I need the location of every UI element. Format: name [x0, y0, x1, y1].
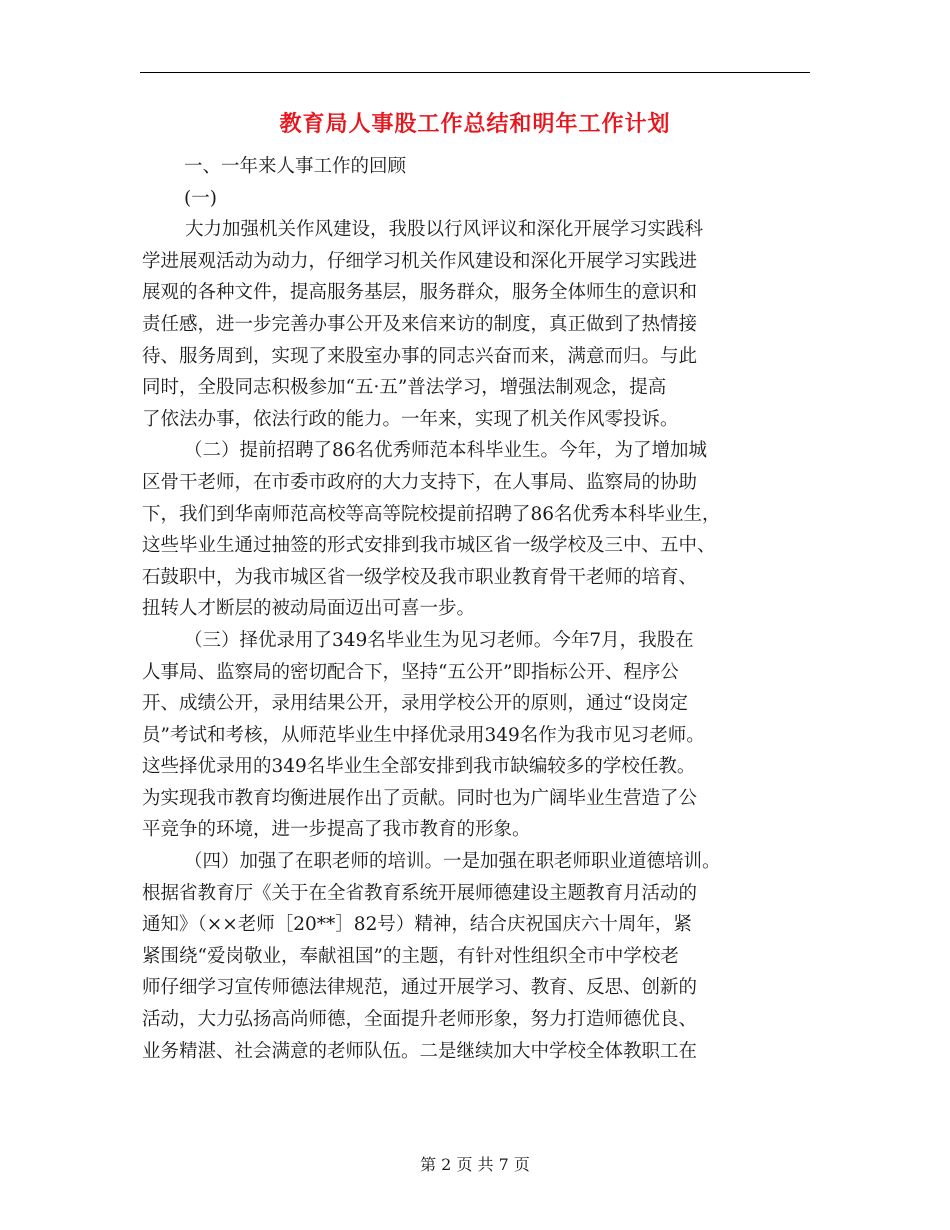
paragraph-line: 师仔细学习宣传师德法律规范，通过开展学习、教育、反思、创新的 [142, 977, 698, 999]
paragraph-line: 活动，大力弘扬高尚师德，全面提升老师形象，努力打造师德优良、 [142, 1009, 698, 1031]
paragraph-line: 展观的各种文件，提高服务基层，服务群众，服务全体师生的意识和 [142, 282, 698, 304]
paragraph-line: 通知》（××老师［20**］82号）精神，结合庆祝国庆六十周年，紧 [142, 914, 692, 936]
paragraph-line: 业务精湛、社会满意的老师队伍。二是继续加大中学校全体教职工在 [142, 1040, 698, 1062]
paragraph-line: 了依法办事，依法行政的能力。一年来，实现了机关作风零投诉。 [142, 408, 679, 430]
paragraph-line: 同时，全股同志积极参加“五·五”普法学习，增强法制观念，提高 [142, 377, 667, 399]
document-body [142, 151, 802, 1067]
paragraph-line: （三）择优录用了349名毕业生为见习老师。今年7月，我股在 [184, 629, 694, 651]
paragraph-line: 扭转人才断层的被动局面迈出可喜一步。 [142, 598, 476, 620]
section-heading: 一、一年来人事工作的回顾 [184, 156, 407, 177]
paragraph-line: 下，我们到华南师范高校等高等院校提前招聘了86名优秀本科毕业生， [142, 503, 721, 525]
paragraph-line: 待、服务周到，实现了来股室办事的同志兴奋而来，满意而归。与此 [142, 345, 698, 367]
subsection-marker: (一) [184, 187, 217, 209]
header-rule [140, 72, 810, 73]
page-number: 第 2 页 共 7 页 [420, 1155, 530, 1174]
paragraph-line: 紧围绕“爱岗敬业，奉献祖国”的主题，有针对性组织全市中学校老 [142, 945, 679, 967]
paragraph-line: 为实现我市教育均衡进展作出了贡献。同时也为广阔毕业生营造了公 [142, 787, 698, 809]
paragraph-line: 大力加强机关作风建设，我股以行风评议和深化开展学习实践科 [185, 219, 704, 241]
paragraph-line: 这些择优录用的349名毕业生全部安排到我市缺编较多的学校任教。 [142, 756, 696, 778]
paragraph-line: 平竞争的环境，进一步提高了我市教育的形象。 [142, 819, 531, 841]
paragraph-line: 员”考试和考核，从师范毕业生中择优录用349名作为我市见习老师。 [142, 724, 705, 746]
paragraph-line: 区骨干老师，在市委市政府的大力支持下，在人事局、监察局的协助 [142, 471, 698, 493]
paragraph-line: 开、成绩公开，录用结果公开，录用学校公开的原则，通过“设岗定 [142, 693, 688, 715]
paragraph-line: 石鼓职中，为我市城区省一级学校及我市职业教育骨干老师的培育、 [142, 566, 698, 588]
paragraph-line: 学进展观活动为动力，仔细学习机关作风建设和深化开展学习实践进 [142, 250, 698, 272]
paragraph-line: （四）加强了在职老师的培训。一是加强在职老师职业道德培训。 [184, 851, 721, 873]
paragraph-line: （二）提前招聘了86名优秀师范本科毕业生。今年，为了增加城 [184, 440, 708, 462]
paragraph-line: 责任感，进一步完善办事公开及来信来访的制度，真正做到了热情接 [142, 313, 698, 335]
paragraph-line: 人事局、监察局的密切配合下，坚持“五公开”即指标公开、程序公 [142, 661, 679, 683]
paragraph-line: 根据省教育厅《关于在全省教育系统开展师德建设主题教育月活动的 [142, 882, 698, 904]
paragraph-line: 这些毕业生通过抽签的形式安排到我市城区省一级学校及三中、五中、 [142, 535, 716, 557]
document-title: 教育局人事股工作总结和明年工作计划 [279, 112, 671, 137]
